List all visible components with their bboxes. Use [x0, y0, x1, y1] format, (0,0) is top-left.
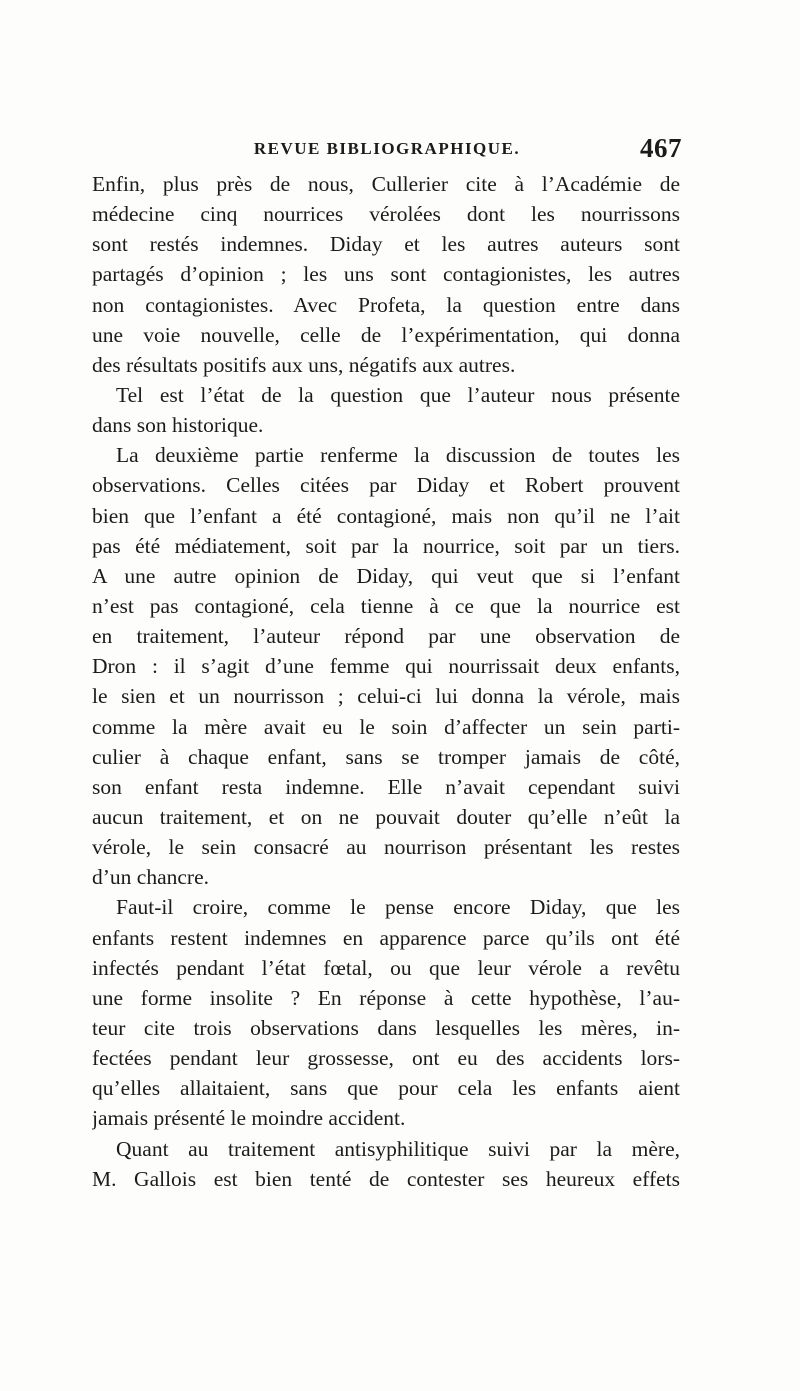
text-line: qu’elles allaitaient, sans que pour cela les enfants aient: [92, 1076, 680, 1101]
text-line: son enfant resta indemne. Elle n’avait cependant suivi: [92, 774, 680, 799]
running-head-title: REVUE BIBLIOGRAPHIQUE.: [253, 139, 521, 158]
text-line: Dron : il s’agit d’une femme qui nourrissait deux enfants,: [92, 654, 680, 679]
text-line: A une autre opinion de Diday, qui veut que si l’enfant: [92, 563, 680, 588]
text-line: n’est pas contagioné, cela tienne à ce que la nourrice est: [92, 593, 680, 618]
text-line: non contagionistes. Avec Profeta, la question entre dans: [92, 292, 680, 317]
text-line: dans son historique.: [92, 413, 264, 438]
text-line: une voie nouvelle, celle de l’expérimentation, qui donna: [92, 322, 680, 347]
page-number: 467: [640, 133, 682, 163]
text-line: Tel est l’état de la question que l’auteur nous présente: [116, 382, 680, 407]
text-line: pas été médiatement, soit par la nourrice, soit par un tiers.: [92, 533, 680, 558]
text-line: Faut-il croire, comme le pense encore Diday, que les: [116, 895, 680, 920]
text-line: observations. Celles citées par Diday et Robert prouvent: [92, 473, 680, 498]
running-head: [92, 133, 682, 167]
text-line: enfants restent indemnes en apparence parce qu’ils ont été: [92, 925, 680, 950]
text-line: fectées pendant leur grossesse, ont eu des accidents lors-: [92, 1046, 680, 1071]
text-line: le sien et un nourrisson ; celui-ci lui donna la vérole, mais: [92, 684, 680, 709]
text-line: sont restés indemnes. Diday et les autres auteurs sont: [92, 232, 680, 257]
text-line: une forme insolite ? En réponse à cette hypothèse, l’au-: [92, 985, 680, 1010]
text-line: Enfin, plus près de nous, Cullerier cite à l’Académie de: [92, 172, 680, 196]
text-line: infectés pendant l’état fœtal, ou que leur vérole a revêtu: [92, 955, 680, 980]
text-line: comme la mère avait eu le soin d’affecter un sein parti-: [92, 714, 680, 739]
text-line: vérole, le sein consacré au nourrison présentant les restes: [92, 835, 680, 860]
text-line: d’un chancre.: [92, 865, 209, 890]
text-line: médecine cinq nourrices vérolées dont les nourrissons: [92, 202, 680, 227]
text-line: jamais présenté le moindre accident.: [92, 1106, 406, 1131]
body-text: [92, 169, 680, 1194]
text-line: culier à chaque enfant, sans se tromper jamais de côté,: [92, 744, 680, 769]
text-line: des résultats positifs aux uns, négatifs aux autres.: [92, 352, 516, 377]
text-line: teur cite trois observations dans lesquelles les mères, in-: [92, 1015, 680, 1040]
text-line: en traitement, l’auteur répond par une observation de: [92, 624, 680, 649]
text-line: La deuxième partie renferme la discussion de toutes les: [116, 443, 680, 468]
text-line: M. Gallois est bien tenté de contester ses heureux effets: [92, 1166, 680, 1191]
text-line: aucun traitement, et on ne pouvait douter qu’elle n’eût la: [92, 804, 680, 829]
text-line: partagés d’opinion ; les uns sont contagionistes, les autres: [92, 262, 680, 287]
text-line: Quant au traitement antisyphilitique suivi par la mère,: [116, 1136, 680, 1161]
text-line: bien que l’enfant a été contagioné, mais non qu’il ne l’ait: [92, 503, 680, 528]
